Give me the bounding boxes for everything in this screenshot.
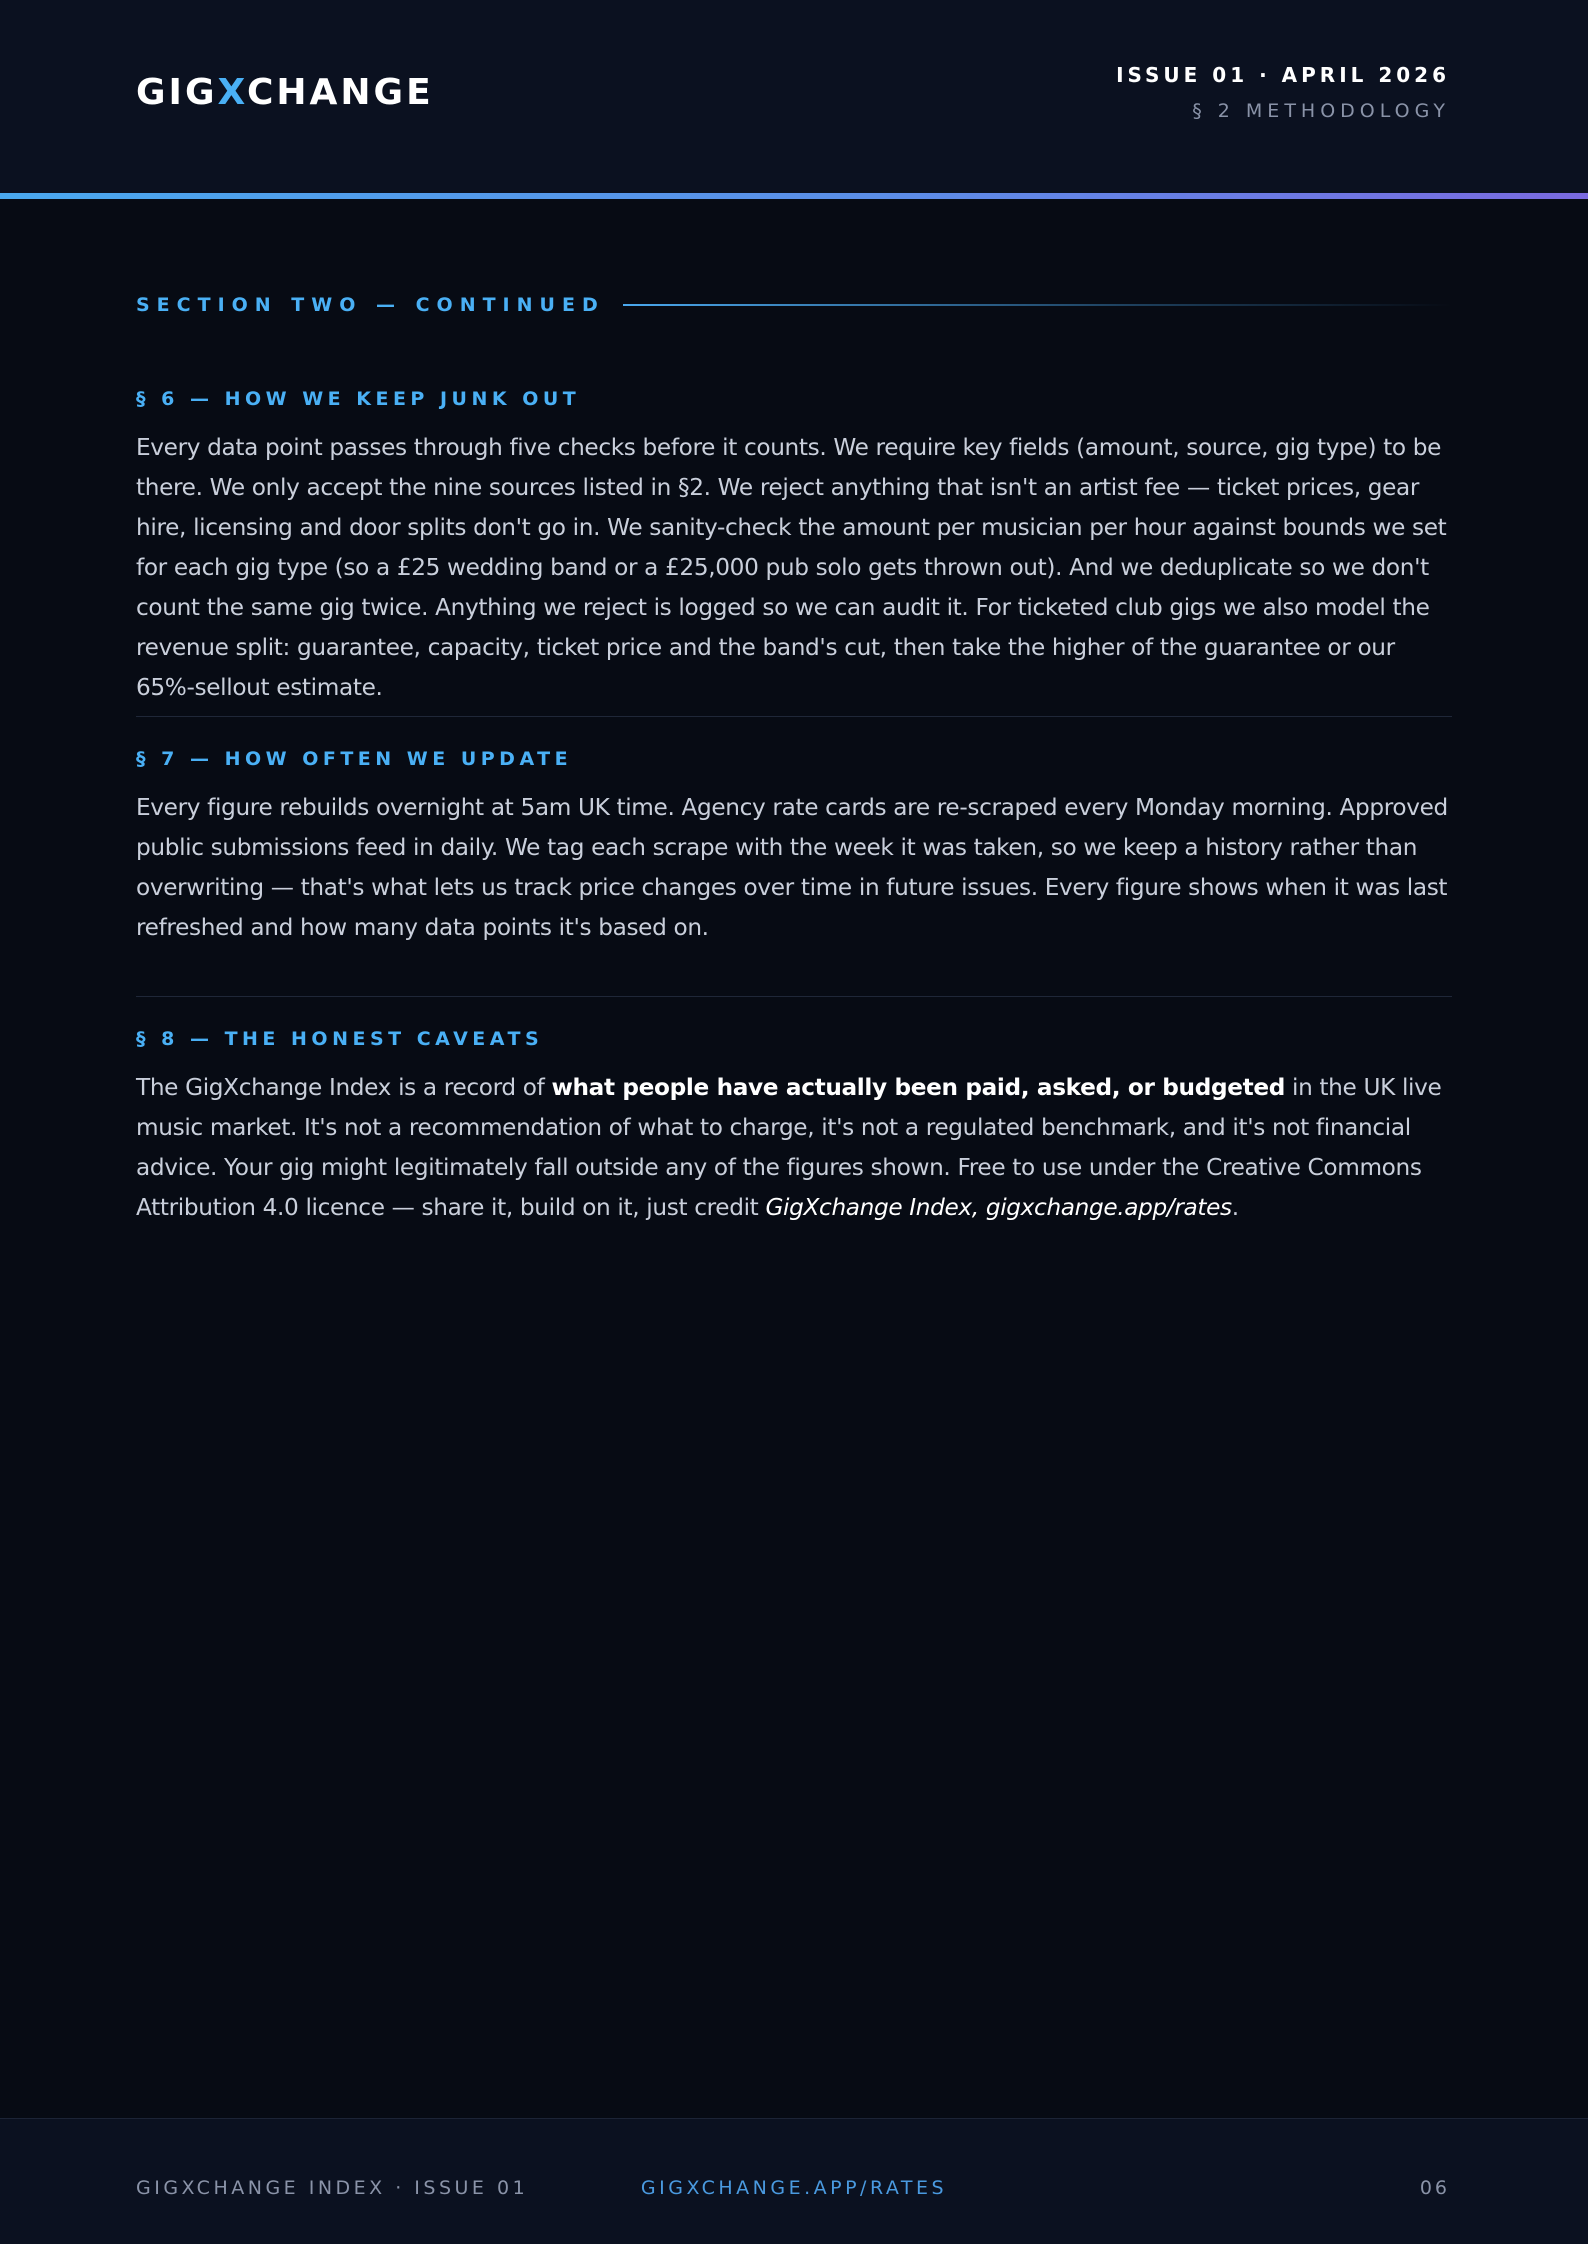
section-divider [136, 996, 1452, 997]
section-6-body: Every data point passes through five checks before it counts. We require key fields (amount, source, gig type) to be there. We only accept the nine sources listed in §2. We reject anything that isn't an artist fee — ticket prices, gear hire, licensing and door splits don't go in. We sanity-check the amount per musician per hour against bounds we set for each gig type (so a £25 wedding band or a £25,000 pub solo gets thrown out). And we deduplicate so we don't count the same gig twice. Anything we reject is logged so we can audit it. For ticketed club gigs we also model the revenue split: guarantee, capacity, ticket price and the band's cut, then take the higher of the guarantee or our 65%-sellout estimate. [136, 434, 1447, 701]
section-8-credit: GigXchange Index, gigxchange.app/rates [765, 1194, 1232, 1221]
section-8 [136, 1028, 1452, 1228]
section-6-heading: § 6 — HOW WE KEEP JUNK OUT [136, 388, 581, 410]
section-kicker: SECTION TWO — CONTINUED [136, 294, 605, 316]
page-footer [0, 2118, 1588, 2244]
section-8-body-text: in the UK live music market. It's not a recommendation of what to charge, it's not a regulated benchmark, and it's not financial advice. Your gig might legitimately fall outside any of the figures shown. Free to use under the Creative Commons Attribution 4.0 licence — share it, build on it, just credit [136, 1074, 1442, 1221]
page-header [0, 0, 1588, 193]
section-8-body-emphasis: what people have actually been paid, asked, or budgeted [551, 1074, 1285, 1101]
section-8-heading: § 8 — THE HONEST CAVEATS [136, 1028, 544, 1050]
section-8-body [136, 1068, 1452, 1228]
section-divider [136, 716, 1452, 717]
logo-text-change: CHANGE [246, 72, 434, 113]
issue-label: ISSUE 01 · APRIL 2026 [1116, 63, 1450, 87]
logo-text-x: X [217, 72, 247, 113]
section-8-body-text: . [1231, 1194, 1239, 1221]
section-7-body: Every figure rebuilds overnight at 5am UK time. Agency rate cards are re-scraped every Monday morning. Approved public submissions feed in daily. We tag each scrape with the week it was taken, so we keep a history rather than overwriting — that's what lets us track price changes over time in future issues. Every figure shows when it was last refreshed and how many data points it's based on. [136, 794, 1448, 941]
section-7 [136, 748, 1452, 948]
logo-text-gig: GIG [136, 72, 218, 113]
gigxchange-logo [136, 72, 434, 113]
section-6 [136, 388, 1452, 708]
section-kicker-row [136, 294, 1452, 316]
header-accent-bar [0, 193, 1588, 199]
section-label: § 2 METHODOLOGY [1192, 100, 1450, 122]
page-number: 06 [1419, 2177, 1450, 2199]
kicker-divider-line [623, 304, 1452, 306]
footer-publication: GIGXCHANGE INDEX · ISSUE 01 [136, 2177, 529, 2199]
footer-url: GIGXCHANGE.APP/RATES [640, 2177, 948, 2199]
section-8-body-text: The GigXchange Index is a record of [136, 1074, 552, 1101]
section-7-heading: § 7 — HOW OFTEN WE UPDATE [136, 748, 573, 770]
